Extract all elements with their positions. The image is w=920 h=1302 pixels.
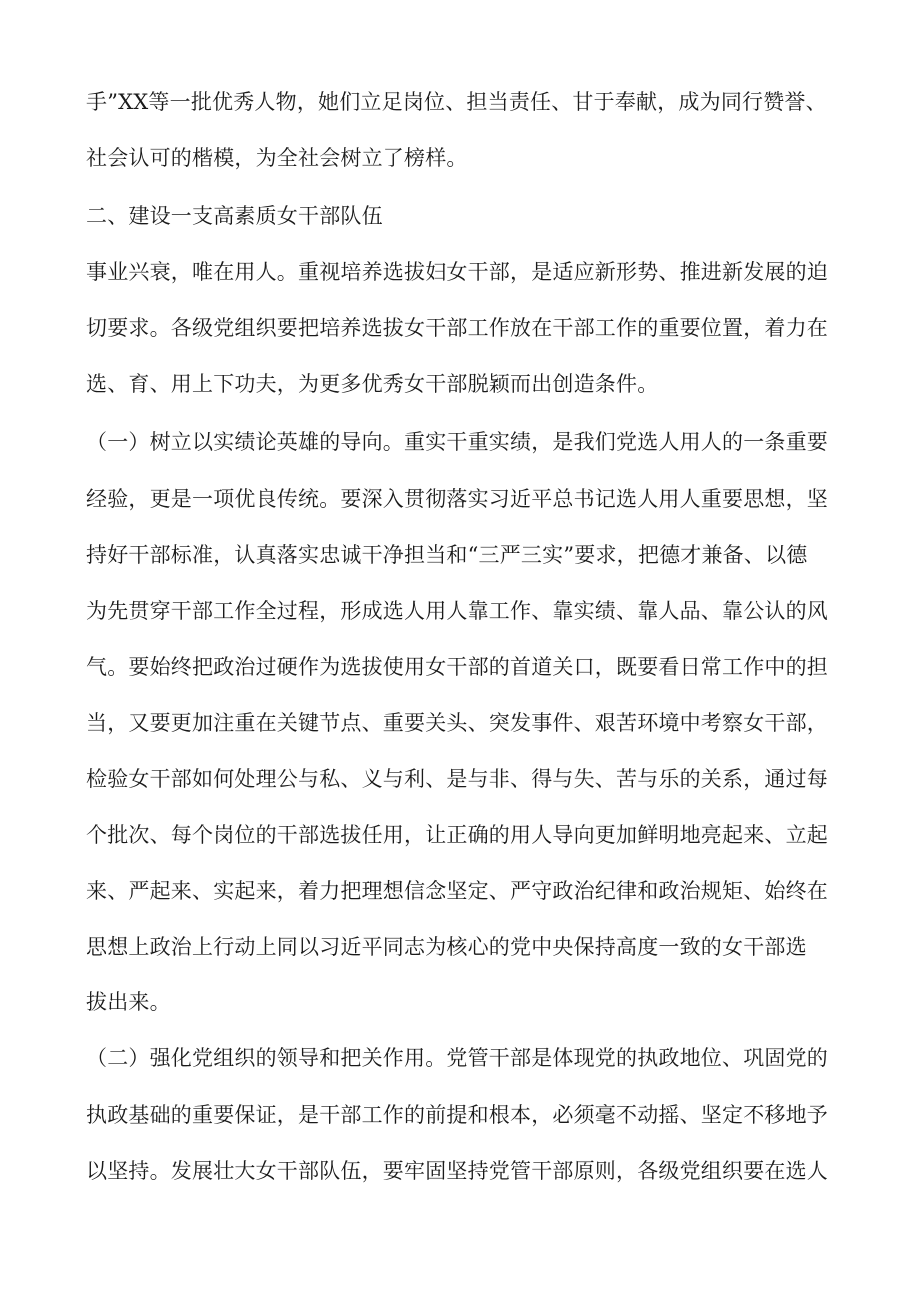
text-line: 拔出来。 [86,990,171,1014]
subsection-line: （二）强化党组织的领导和把关作用。党管干部是体现党的执政地位、巩固党的 [86,1046,828,1070]
text-line: 切要求。各级党组织要把培养选拔女干部工作放在干部工作的重要位置，着力在 [86,316,828,340]
text-line: 个批次、每个岗位的干部选拔任用，让正确的用人导向更加鲜明地亮起来、立起 [86,823,828,847]
text-line: 检验女干部如何处理公与私、义与利、是与非、得与失、苦与乐的关系，通过每 [86,767,828,791]
text-line: 当，又要更加注重在关键节点、重要关头、突发事件、艰苦环境中考察女干部， [86,711,828,735]
text-line: 气。要始终把政治过硬作为选拔使用女干部的首道关口，既要看日常工作中的担 [86,655,828,679]
text-line: 为先贯穿干部工作全过程，形成选人用人靠工作、靠实绩、靠人品、靠公认的风 [86,599,828,623]
subsection-line: （一）树立以实绩论英雄的导向。重实干重实绩，是我们党选人用人的一条重要 [86,430,828,454]
text-line: 以坚持。发展壮大女干部队伍，要牢固坚持党管干部原则，各级党组织要在选人 [86,1159,828,1183]
text-line: 来、严起来、实起来，着力把理想信念坚定、严守政治纪律和政治规矩、始终在 [86,879,828,903]
text-line: 持好干部标准，认真落实忠诚干净担当和“三严三实”要求，把德才兼备、以德 [86,543,808,567]
text-line: 手”XX等一批优秀人物，她们立足岗位、担当责任、甘于奉献，成为同行赞誉、 [86,90,827,114]
text-line: 思想上政治上行动上同以习近平同志为核心的党中央保持高度一致的女干部选 [86,935,807,959]
text-line: 事业兴衰，唯在用人。重视培养选拔妇女干部，是适应新形势、推进新发展的迫 [86,260,828,284]
text-line: 经验，更是一项优良传统。要深入贯彻落实习近平总书记选人用人重要思想，坚 [86,487,828,511]
section-heading: 二、建设一支高素质女干部队伍 [86,204,383,228]
text-line: 社会认可的楷模，为全社会树立了榜样。 [86,146,468,170]
text-line: 选、育、用上下功夫，为更多优秀女干部脱颖而出创造条件。 [86,372,659,396]
text-line: 执政基础的重要保证，是干部工作的前提和根本，必须毫不动摇、坚定不移地予 [86,1103,828,1127]
